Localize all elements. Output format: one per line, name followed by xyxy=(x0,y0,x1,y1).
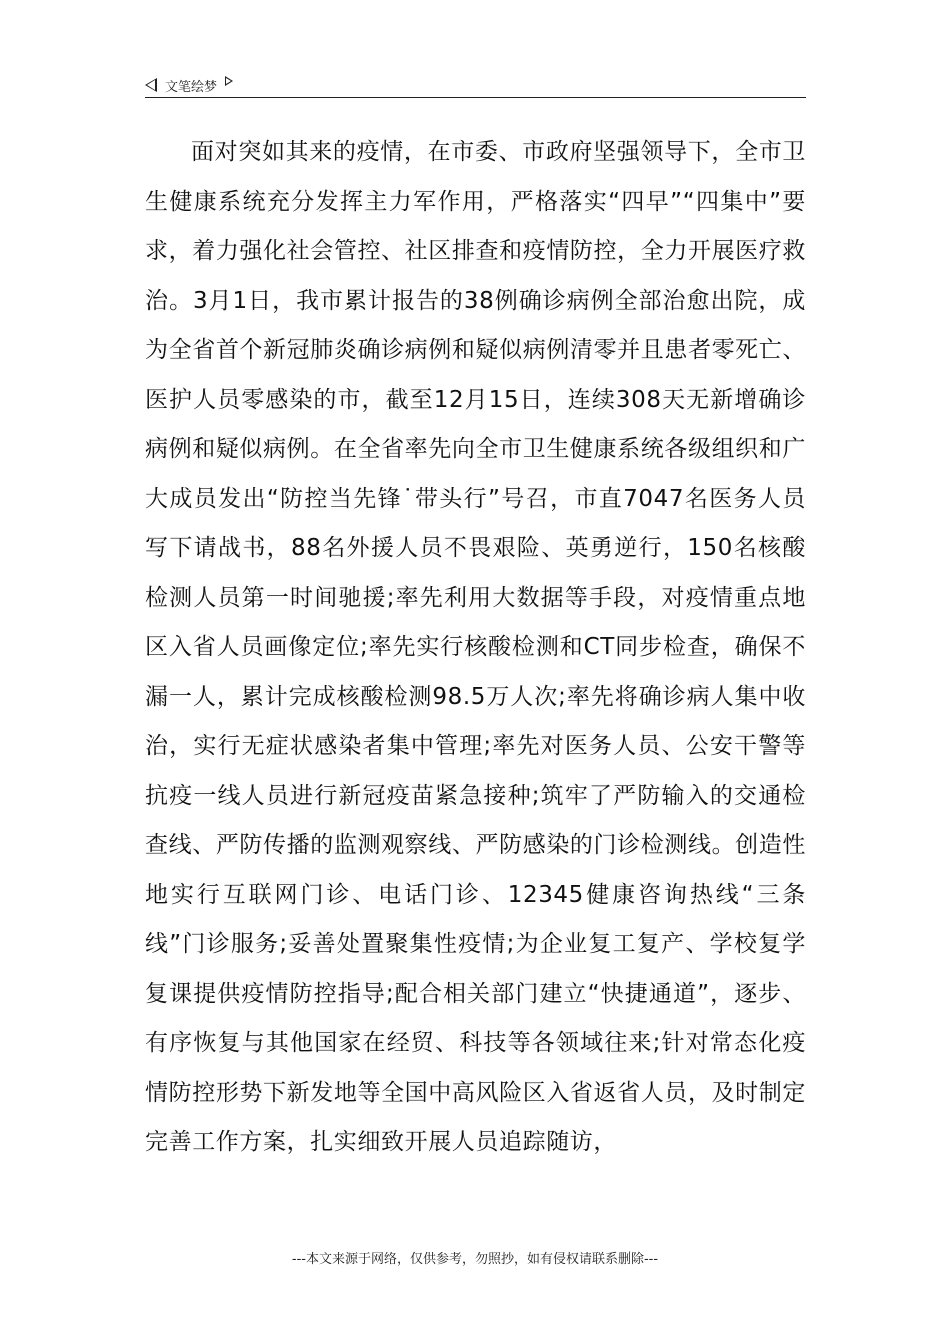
page-header xyxy=(145,74,233,96)
footer-disclaimer: ---本文来源于网络，仅供参考，勿照抄，如有侵权请联系删除--- xyxy=(291,1252,659,1267)
triangle-right-icon xyxy=(225,76,233,86)
body-paragraph: 面对突如其来的疫情，在市委、市政府坚强领导下，全市卫生健康系统充分发挥主力军作用，严格落实“四早”“四集中”要求，着力强化社会管控、社区排查和疫情防控，全力开展医疗救治。3月1日，我市累计报告的38例确诊病例全部治愈出院，成为全省首个新冠肺炎确诊病例和疑似病例清零并且患者零死亡、医护人员零感染的市，截至12月15日，连续308天无新增确诊病例和疑似病例。在全省率先向全市卫生健康系统各级组织和广大成员发出“防控当先锋˙带头行”号召，市直7047名医务人员写下请战书，88名外援人员不畏艰险、英勇逆行，150名核酸检测人员第一时间驰援;率先利用大数据等手段，对疫情重点地区入省人员画像定位;率先实行核酸检测和CT同步检查，确保不漏一人，累计完成核酸检测98.5万人次;率先将确诊病人集中收治，实行无症状感染者集中管理;率先对医务人员、公安干警等抗疫一线人员进行新冠疫苗紧急接种;筑牢了严防输入的交通检查线、严防传播的监测观察线、严防感染的门诊检测线。创造性地实行互联网门诊、电话门诊、12345健康咨询热线“三条线”门诊服务;妥善处置聚集性疫情;为企业复工复产、学校复学复课提供疫情防控指导;配合相关部门建立“快捷通道”，逐步、有序恢复与其他国家在经贸、科技等各领域往来;针对常态化疫情防控形势下新发地等全国中高风险区入省返省人员，及时制定完善工作方案，扎实细致开展人员追踪随访， xyxy=(145,139,806,1155)
header-divider xyxy=(145,97,806,98)
triangle-left-icon xyxy=(145,78,157,92)
header-title: 文笔绘梦 xyxy=(165,79,218,95)
